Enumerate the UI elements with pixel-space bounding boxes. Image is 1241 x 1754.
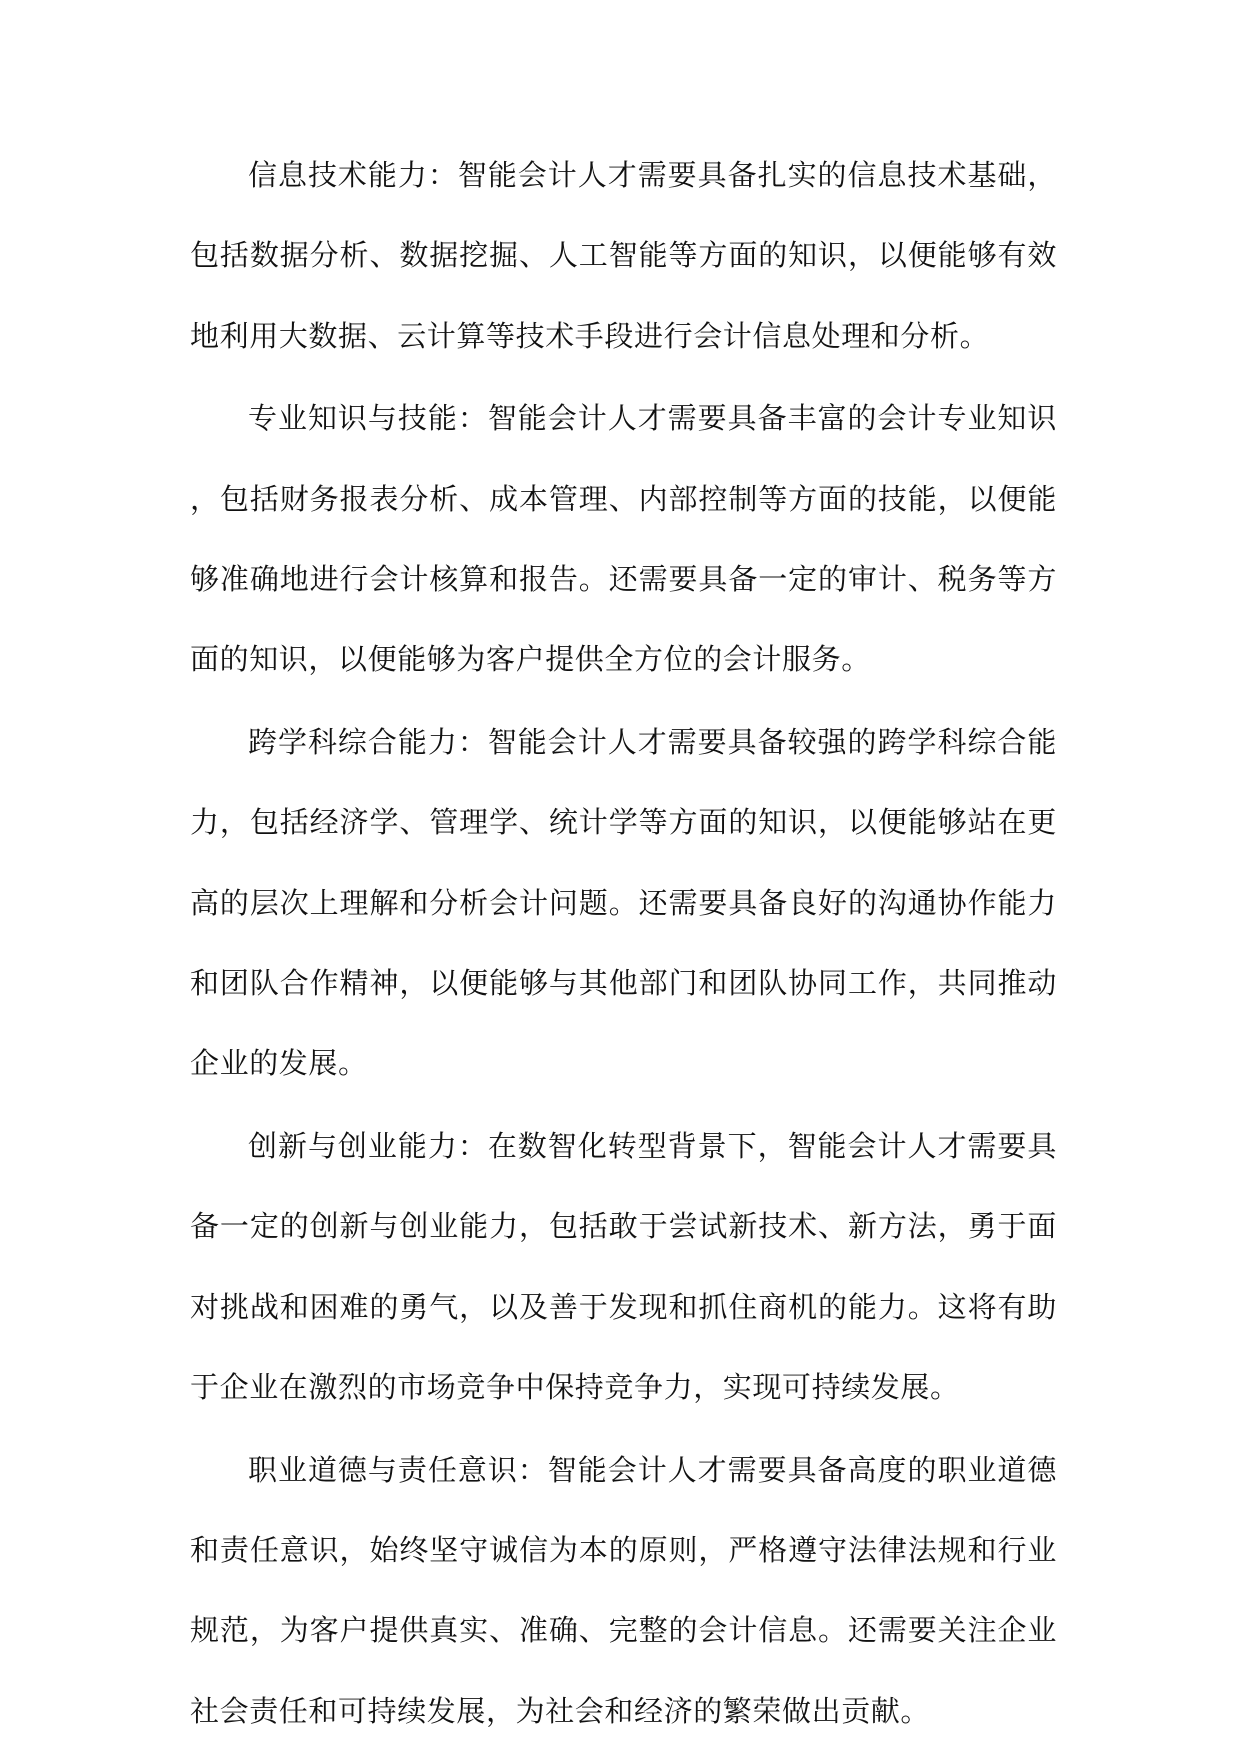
paragraph-innovation-ability: 创新与创业能力：在数智化转型背景下，智能会计人才需要具备一定的创新与创业能力，包括敢于尝试新技术、新方法，勇于面对挑战和困难的勇气，以及善于发现和抓住商机的能力。这将有助于企业在激烈的市场竞争中保持竞争力，实现可持续发展。	[190, 1128, 1057, 1405]
document-body	[190, 135, 1057, 1753]
paragraph-professional-skills: 专业知识与技能：智能会计人才需要具备丰富的会计专业知识，包括财务报表分析、成本管理、内部控制等方面的技能，以便能够准确地进行会计核算和报告。还需要具备一定的审计、税务等方面的知识，以便能够为客户提供全方位的会计服务。	[190, 401, 1057, 677]
paragraph-it-ability: 信息技术能力：智能会计人才需要具备扎实的信息技术基础，包括数据分析、数据挖掘、人工智能等方面的知识，以便能够有效地利用大数据、云计算等技术手段进行会计信息处理和分析。	[190, 158, 1057, 353]
paragraph-professional-ethics: 职业道德与责任意识：智能会计人才需要具备高度的职业道德和责任意识，始终坚守诚信为本的原则，严格遵守法律法规和行业规范，为客户提供真实、准确、完整的会计信息。还需要关注企业社会责任和可持续发展，为社会和经济的繁荣做出贡献。	[190, 1452, 1057, 1728]
paragraph-interdisciplinary-ability: 跨学科综合能力：智能会计人才需要具备较强的跨学科综合能力，包括经济学、管理学、统计学等方面的知识，以便能够站在更高的层次上理解和分析会计问题。还需要具备良好的沟通协作能力和团队合作精神，以便能够与其他部门和团队协同工作，共同推动企业的发展。	[190, 724, 1057, 1081]
